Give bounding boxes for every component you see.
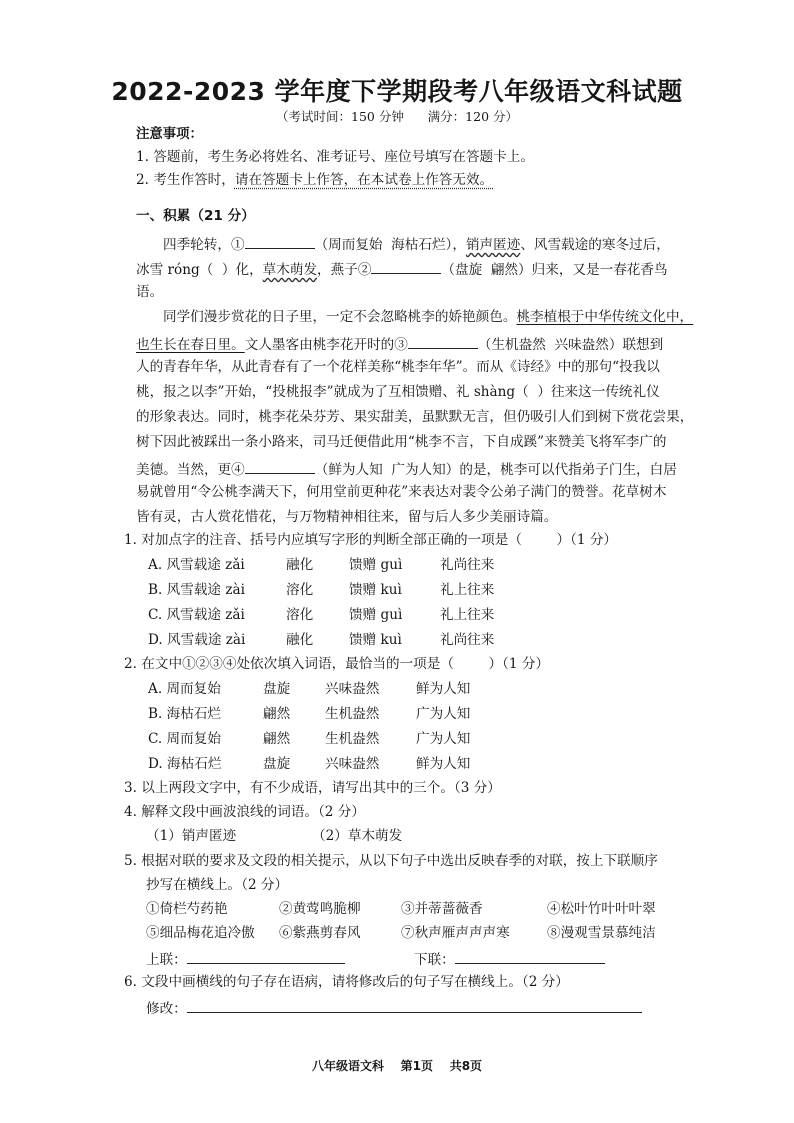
option-a-col3: 兴味盎然: [325, 681, 380, 697]
question-5-stem: 5. 根据对联的要求及文段的相关提示，从以下句子中选出反映春季的对联，按上下联顺序: [124, 853, 658, 869]
question-4-stem: 4. 解释文段中画波浪线的词语。（2 分）: [124, 804, 365, 820]
option-d-col2: 融化: [286, 632, 314, 648]
option-a-col2: 盘旋: [263, 681, 291, 697]
question-1-stem: 1. 对加点字的注音、括号内应填写字形的判断全部正确的一项是（ ）（1 分）: [124, 532, 618, 548]
couplet-5: ⑤细品梅花追冷傲: [146, 925, 255, 941]
passage-line: 也生长在春日里。文人墨客由桃李花开时的③ （生机盎然 兴味盎然）联想到: [136, 337, 664, 353]
couplet-2: ②黄莺鸣脆柳: [279, 901, 361, 917]
passage-line: 皆有灵，古人赏花惜花，与万物精神相往来，留与后人多少美丽诗篇。: [136, 509, 558, 525]
option-c-col3: 馈赠 guì: [349, 607, 403, 623]
option-c-col4: 广为人知: [416, 731, 471, 747]
underlined-sentence-end: 也生长在春日里。: [136, 337, 245, 353]
option-b-col1[interactable]: B. 风雪载途 zài: [148, 582, 245, 598]
question-4-item-1: （1）销声匿迹: [146, 828, 237, 844]
option-a-col3: 馈赠 guì: [349, 557, 403, 573]
notes-item-2: [136, 174, 493, 188]
option-a-col4: 鲜为人知: [416, 681, 471, 697]
option-b-col3: 生机盎然: [325, 706, 380, 722]
option-c-col4: 礼上往来: [440, 607, 495, 623]
option-c-col1[interactable]: C. 风雪载途 zǎi: [148, 607, 245, 623]
blank-3[interactable]: [408, 336, 478, 349]
option-d-col4: 礼尚往来: [440, 632, 495, 648]
passage-line: 语。: [136, 284, 164, 300]
option-d-col1[interactable]: D. 海枯石烂: [148, 756, 222, 772]
upper-couplet-answer[interactable]: [187, 951, 345, 964]
passage-line: 美德。当然，更④ （鲜为人知 广为人知）的是，桃李可以代指弟子门生，白居: [136, 462, 677, 478]
couplet-8: ⑧漫观雪景慕纯洁: [547, 925, 656, 941]
passage-line: 同学们漫步赏花的日子里，一定不会忽略桃李的娇艳颜色。桃李植根于中华传统文化中，: [163, 309, 694, 325]
option-c-col2: 溶化: [286, 607, 314, 623]
exam-info: （考试时间：150 分钟 满分：120 分）: [275, 109, 518, 124]
notes-item-1: 1. 答题前，考生务必将姓名、准考证号、座位号填写在答题卡上。: [136, 149, 534, 165]
couplet-1: ①倚栏芍药艳: [146, 901, 228, 917]
underlined-sentence: 桃李植根于中华传统文化中，: [516, 309, 694, 325]
option-b-col1[interactable]: B. 海枯石烂: [148, 706, 222, 722]
question-3-stem: 3. 以上两段文字中，有不少成语，请写出其中的三个。（3 分）: [124, 780, 501, 796]
option-a-col1[interactable]: A. 周而复始: [148, 681, 221, 697]
question-4-item-2: （2）草木萌发: [312, 828, 403, 844]
section-1-heading: 一、积累（21 分）: [136, 208, 255, 224]
option-d-col4: 鲜为人知: [416, 756, 471, 772]
blank-2[interactable]: [371, 261, 441, 274]
lower-couplet-label: 下联：: [414, 952, 455, 968]
passage-line: 桃，报之以李”开始，“投桃报李”就成为了互相馈赠、礼 shàng（ ）往来这一传统礼仪: [136, 384, 660, 400]
wavy-word-1: 销声匿迹: [465, 237, 521, 253]
option-a-col4: 礼尚往来: [440, 557, 495, 573]
passage-line: 易就曾用“令公桃李满天下，何用堂前更种花”来表达对裴令公弟子满门的赞誉。花草树木: [136, 484, 667, 500]
revision-answer-line[interactable]: [187, 1000, 642, 1013]
couplet-4: ④松叶竹叶叶叶翠: [547, 901, 656, 917]
page-title: 2022-2023 学年度下学期段考八年级语文科试题: [111, 77, 683, 106]
option-d-col3: 馈赠 kuì: [349, 632, 402, 648]
lower-couplet-row: [414, 951, 605, 968]
page-footer: 八年级语文科 第1页 共8页: [311, 1059, 483, 1073]
upper-couplet-row: [146, 951, 345, 968]
couplet-3: ③并蒂蔷薇香: [401, 901, 483, 917]
passage-line: 冰雪 róng（ ）化，草木萌发，燕子② （盘旋 翩然）归来，又是一春花香鸟: [136, 262, 668, 278]
option-a-col1[interactable]: A. 风雪载途 zǎi: [148, 557, 245, 573]
option-b-col4: 广为人知: [416, 706, 471, 722]
option-d-col2: 盘旋: [263, 756, 291, 772]
notes-heading: 注意事项：: [136, 127, 203, 142]
upper-couplet-label: 上联：: [146, 952, 187, 968]
blank-1[interactable]: [245, 236, 315, 249]
passage-line: 四季轮转，① （周而复始 海枯石烂），销声匿迹、风雪载途的寒冬过后，: [163, 237, 670, 253]
notes-item-2-emphasis: 请在答题卡上作答，在本试卷上作答无效。: [234, 172, 494, 188]
option-b-col3: 馈赠 kuì: [349, 582, 402, 598]
option-d-col3: 兴味盎然: [325, 756, 380, 772]
revision-row: [146, 1000, 642, 1017]
question-2-stem: 2. 在文中①②③④处依次填入词语，最恰当的一项是（ ）（1 分）: [124, 656, 550, 672]
passage-line: 的形象表达。同时，桃李花朵芬芳、果实甜美，虽默默无言，但仍吸引人们到树下赏花尝果，: [136, 409, 694, 425]
couplet-6: ⑥紫燕剪春风: [279, 925, 361, 941]
couplet-7: ⑦秋声雁声声声寒: [401, 925, 510, 941]
option-c-col2: 翩然: [263, 731, 291, 747]
lower-couplet-answer[interactable]: [455, 951, 605, 964]
wavy-word-2: 草木萌发: [262, 262, 318, 278]
blank-4[interactable]: [245, 461, 315, 474]
notes-item-2-lead: 2. 考生作答时，: [136, 172, 235, 188]
option-a-col2: 融化: [286, 557, 314, 573]
option-c-col1[interactable]: C. 周而复始: [148, 731, 221, 747]
option-b-col4: 礼上往来: [440, 582, 495, 598]
passage-line: 人的青春年华，从此青春有了一个花样美称“桃李年华”。而从《诗经》中的那句“投我以: [136, 359, 660, 375]
option-d-col1[interactable]: D. 风雪载途 zài: [148, 632, 246, 648]
option-b-col2: 溶化: [286, 582, 314, 598]
question-6-stem: 6. 文段中画横线的句子存在语病，请将修改后的句子写在横线上。（2 分）: [124, 974, 569, 990]
question-5-stem-cont: 抄写在横线上。（2 分）: [146, 877, 289, 893]
option-b-col2: 翩然: [263, 706, 291, 722]
passage-line: 树下因此被踩出一条小路来，司马迁便借此用“桃李不言，下自成蹊”来赞美飞将军李广的: [136, 434, 667, 450]
option-c-col3: 生机盎然: [325, 731, 380, 747]
revision-label: 修改：: [146, 1001, 187, 1017]
